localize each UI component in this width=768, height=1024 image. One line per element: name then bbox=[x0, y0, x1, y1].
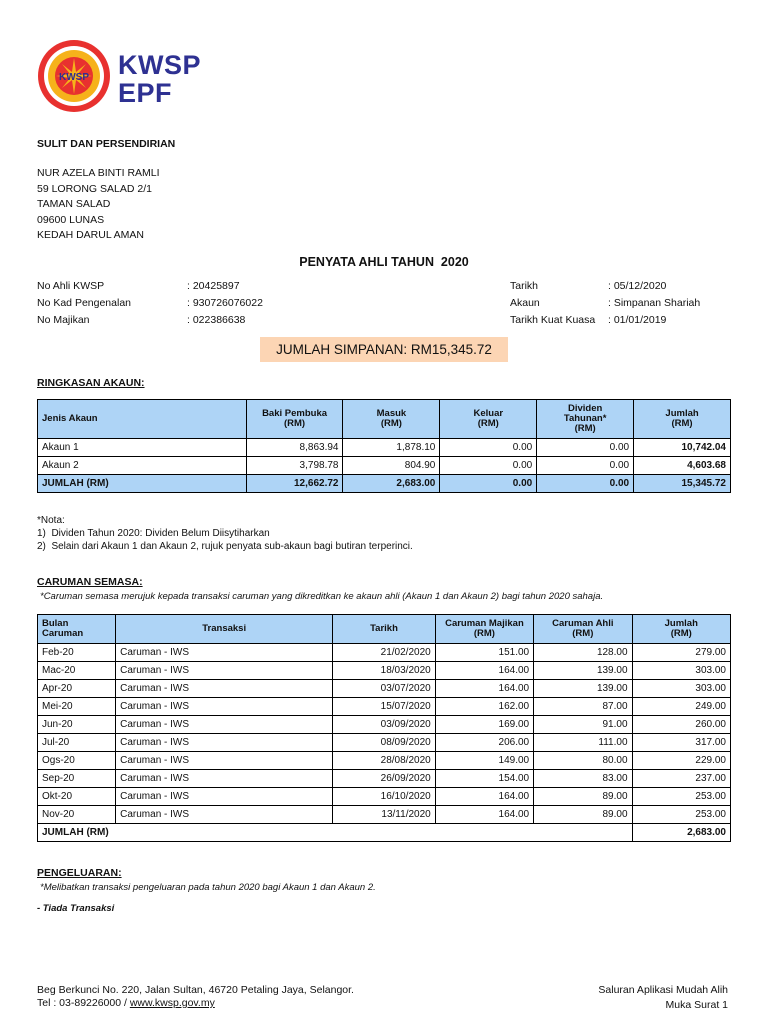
footer-tel: Tel : 03-89226000 / bbox=[37, 997, 130, 1009]
cell: Caruman - IWS bbox=[116, 788, 333, 806]
cell: 28/08/2020 bbox=[333, 752, 435, 770]
summary-header: Keluar (RM) bbox=[440, 400, 537, 439]
cell: Jun-20 bbox=[38, 716, 116, 734]
cell: 303.00 bbox=[632, 662, 730, 680]
address-line: NUR AZELA BINTI RAMLI bbox=[37, 167, 160, 179]
table-row bbox=[38, 806, 731, 824]
table-row bbox=[38, 734, 731, 752]
kwsp-logo bbox=[36, 38, 201, 118]
total-row bbox=[38, 475, 731, 493]
withdrawals-heading: PENGELUARAN: bbox=[37, 867, 122, 879]
kwsp-emblem-icon bbox=[36, 38, 112, 114]
cell: Mei-20 bbox=[38, 698, 116, 716]
cell: Caruman - IWS bbox=[116, 806, 333, 824]
address-line: 09600 LUNAS bbox=[37, 213, 105, 226]
cell: 162.00 bbox=[435, 698, 533, 716]
footer-website-link[interactable]: www.kwsp.gov.my bbox=[129, 997, 215, 1009]
emblem-text: KWSP bbox=[59, 72, 89, 83]
cell: Caruman - IWS bbox=[116, 698, 333, 716]
summary-header: Jumlah (RM) bbox=[634, 400, 731, 439]
cell: Sep-20 bbox=[38, 770, 116, 788]
info-value: : 01/01/2019 bbox=[608, 314, 667, 326]
contrib-header: Caruman Ahli (RM) bbox=[534, 615, 632, 644]
info-value: : 930726076022 bbox=[187, 297, 263, 309]
address-line: TAMAN SALAD bbox=[37, 198, 111, 210]
cell: 128.00 bbox=[534, 644, 632, 662]
cell: 0.00 bbox=[537, 439, 634, 457]
classification: SULIT DAN PERSENDIRIAN bbox=[37, 138, 176, 150]
footer-address: Beg Berkunci No. 220, Jalan Sultan, 46720 Petaling Jaya, Selangor. bbox=[37, 984, 354, 996]
info-label: Tarikh bbox=[510, 280, 539, 292]
cell: 249.00 bbox=[632, 698, 730, 716]
cell: JUMLAH (RM) bbox=[38, 475, 247, 493]
cell: 253.00 bbox=[632, 806, 730, 824]
contrib-header: Bulan Caruman bbox=[38, 615, 116, 644]
cell: 18/03/2020 bbox=[333, 662, 435, 680]
cell: 21/02/2020 bbox=[333, 644, 435, 662]
summary-heading: RINGKASAN AKAUN: bbox=[37, 377, 145, 389]
summary-header: Dividen Tahunan* (RM) bbox=[537, 400, 634, 439]
info-value: : 20425897 bbox=[187, 280, 240, 292]
cell: 89.00 bbox=[534, 806, 632, 824]
note-line: *Nota: bbox=[37, 515, 65, 526]
cell: 08/09/2020 bbox=[333, 734, 435, 752]
cell: 03/07/2020 bbox=[333, 680, 435, 698]
cell: 3,798.78 bbox=[246, 457, 343, 475]
cell: 2,683.00 bbox=[632, 824, 730, 842]
cell: 139.00 bbox=[534, 662, 632, 680]
cell: 16/10/2020 bbox=[333, 788, 435, 806]
cell: 237.00 bbox=[632, 770, 730, 788]
cell: 12,662.72 bbox=[246, 475, 343, 493]
cell: 206.00 bbox=[435, 734, 533, 752]
info-right bbox=[510, 278, 700, 329]
table-row bbox=[38, 457, 731, 475]
withdrawals-subtitle: *Melibatkan transaksi pengeluaran pada tahun 2020 bagi Akaun 1 dan Akaun 2. bbox=[40, 882, 376, 893]
cell: Mac-20 bbox=[38, 662, 116, 680]
cell: Caruman - IWS bbox=[116, 770, 333, 788]
cell: 91.00 bbox=[534, 716, 632, 734]
cell: 0.00 bbox=[537, 475, 634, 493]
cell: 164.00 bbox=[435, 806, 533, 824]
summary-header: Jenis Akaun bbox=[38, 400, 247, 439]
table-row bbox=[38, 662, 731, 680]
summary-header: Baki Pembuka (RM) bbox=[246, 400, 343, 439]
table-row bbox=[38, 788, 731, 806]
total-savings-banner: JUMLAH SIMPANAN: RM15,345.72 bbox=[260, 337, 508, 362]
contrib-header: Caruman Majikan (RM) bbox=[435, 615, 533, 644]
contrib-header: Transaksi bbox=[116, 615, 333, 644]
cell: 0.00 bbox=[440, 457, 537, 475]
cell: 87.00 bbox=[534, 698, 632, 716]
no-transactions: - Tiada Transaksi bbox=[37, 903, 115, 914]
contributions-heading: CARUMAN SEMASA: bbox=[37, 576, 143, 588]
recipient-address bbox=[37, 166, 160, 244]
cell: Nov-20 bbox=[38, 806, 116, 824]
cell: Apr-20 bbox=[38, 680, 116, 698]
cell: Caruman - IWS bbox=[116, 662, 333, 680]
cell: 26/09/2020 bbox=[333, 770, 435, 788]
cell: 13/11/2020 bbox=[333, 806, 435, 824]
cell: 15,345.72 bbox=[634, 475, 731, 493]
cell: 10,742.04 bbox=[634, 439, 731, 457]
cell: 111.00 bbox=[534, 734, 632, 752]
cell: 8,863.94 bbox=[246, 439, 343, 457]
cell: 154.00 bbox=[435, 770, 533, 788]
contrib-header: Jumlah (RM) bbox=[632, 615, 730, 644]
cell: 139.00 bbox=[534, 680, 632, 698]
cell: Caruman - IWS bbox=[116, 644, 333, 662]
cell: 2,683.00 bbox=[343, 475, 440, 493]
footer-contact bbox=[37, 997, 215, 1009]
table-row bbox=[38, 770, 731, 788]
cell: Akaun 2 bbox=[38, 457, 247, 475]
footer-channel: Saluran Aplikasi Mudah Alih bbox=[598, 984, 728, 996]
cell: 0.00 bbox=[537, 457, 634, 475]
summary-table bbox=[37, 399, 731, 493]
table-row bbox=[38, 680, 731, 698]
cell: Caruman - IWS bbox=[116, 680, 333, 698]
info-label: No Majikan bbox=[37, 314, 90, 326]
logo-kwsp-text: KWSP bbox=[118, 50, 201, 80]
cell: 15/07/2020 bbox=[333, 698, 435, 716]
contributions-table bbox=[37, 614, 731, 842]
cell: 169.00 bbox=[435, 716, 533, 734]
cell: 303.00 bbox=[632, 680, 730, 698]
cell: 279.00 bbox=[632, 644, 730, 662]
info-value: : Simpanan Shariah bbox=[608, 297, 701, 309]
cell: 260.00 bbox=[632, 716, 730, 734]
cell: Caruman - IWS bbox=[116, 752, 333, 770]
cell: Jul-20 bbox=[38, 734, 116, 752]
cell: Ogs-20 bbox=[38, 752, 116, 770]
cell: 1,878.10 bbox=[343, 439, 440, 457]
cell: 83.00 bbox=[534, 770, 632, 788]
cell: Okt-20 bbox=[38, 788, 116, 806]
cell: 89.00 bbox=[534, 788, 632, 806]
cell: 0.00 bbox=[440, 439, 537, 457]
cell: Caruman - IWS bbox=[116, 734, 333, 752]
page-title: PENYATA AHLI TAHUN 2020 bbox=[299, 255, 469, 269]
table-row bbox=[38, 716, 731, 734]
info-value: : 05/12/2020 bbox=[608, 280, 667, 292]
cell: 149.00 bbox=[435, 752, 533, 770]
table-row bbox=[38, 439, 731, 457]
cell: 164.00 bbox=[435, 680, 533, 698]
cell: 80.00 bbox=[534, 752, 632, 770]
footer-page-number: Muka Surat 1 bbox=[665, 999, 728, 1011]
contributions-subtitle: *Caruman semasa merujuk kepada transaksi caruman yang dikreditkan ke akaun ahli (Akaun 1 dan Akaun 2) bagi tahun 2020 sahaja. bbox=[40, 591, 604, 602]
note-line: 1) Dividen Tahun 2020: Dividen Belum Diisytiharkan bbox=[37, 528, 270, 539]
cell: 4,603.68 bbox=[634, 457, 731, 475]
cell: Akaun 1 bbox=[38, 439, 247, 457]
table-row bbox=[38, 752, 731, 770]
info-value: : 022386638 bbox=[187, 314, 246, 326]
note-line: 2) Selain dari Akaun 1 dan Akaun 2, rujuk penyata sub-akaun bagi butiran terperinci. bbox=[37, 541, 413, 552]
info-left bbox=[37, 278, 263, 329]
cell: 804.90 bbox=[343, 457, 440, 475]
contrib-header: Tarikh bbox=[333, 615, 435, 644]
cell: JUMLAH (RM) bbox=[38, 824, 633, 842]
table-row bbox=[38, 698, 731, 716]
address-line: 59 LORONG SALAD 2/1 bbox=[37, 182, 152, 195]
cell: 03/09/2020 bbox=[333, 716, 435, 734]
info-label: No Ahli KWSP bbox=[37, 280, 105, 292]
notes bbox=[37, 514, 413, 553]
cell: 0.00 bbox=[440, 475, 537, 493]
info-label: No Kad Pengenalan bbox=[37, 297, 131, 309]
address-line: KEDAH DARUL AMAN bbox=[37, 229, 144, 241]
total-row bbox=[38, 824, 731, 842]
cell: 151.00 bbox=[435, 644, 533, 662]
cell: 317.00 bbox=[632, 734, 730, 752]
cell: Feb-20 bbox=[38, 644, 116, 662]
cell: 164.00 bbox=[435, 788, 533, 806]
cell: 229.00 bbox=[632, 752, 730, 770]
info-label: Akaun bbox=[510, 297, 540, 309]
cell: Caruman - IWS bbox=[116, 716, 333, 734]
cell: 164.00 bbox=[435, 662, 533, 680]
table-row bbox=[38, 644, 731, 662]
summary-header: Masuk (RM) bbox=[343, 400, 440, 439]
info-label: Tarikh Kuat Kuasa bbox=[510, 314, 596, 326]
cell: 253.00 bbox=[632, 788, 730, 806]
logo-epf-text: EPF bbox=[118, 78, 173, 108]
